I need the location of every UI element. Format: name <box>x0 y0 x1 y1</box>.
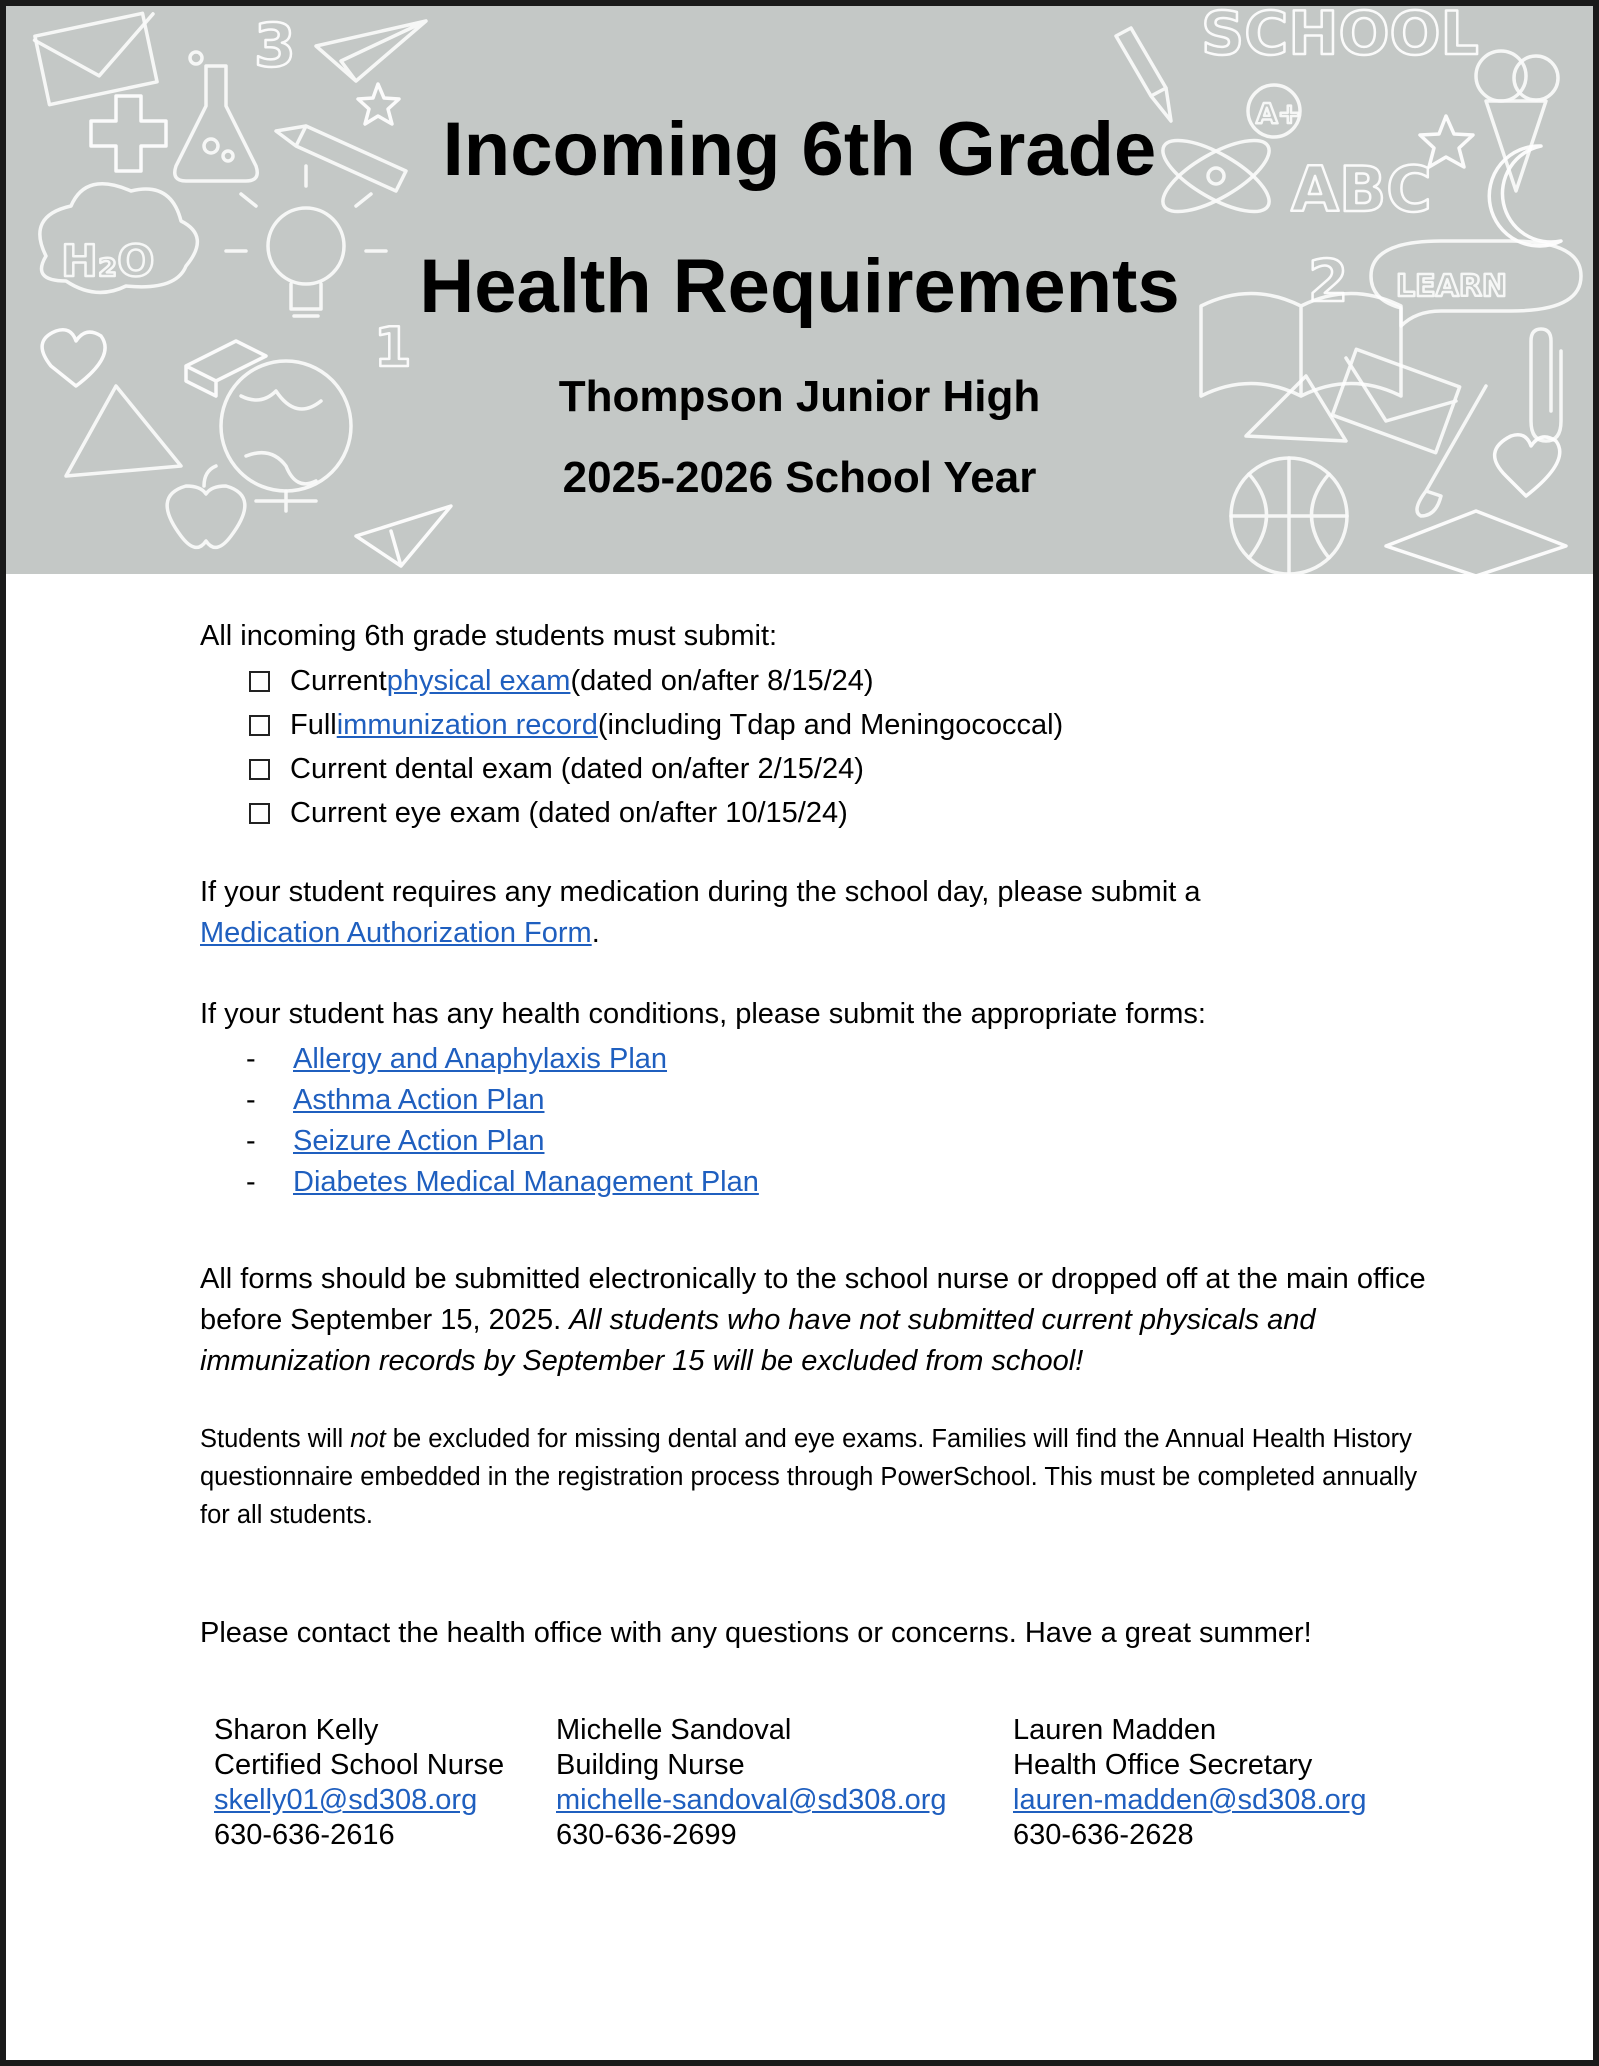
submission-paragraph: All forms should be submitted electronically to the school nurse or dropped off at the main office before September 15, 2025. All students who have not submitted current physicals and immunization records by September 15 will be excluded from school! <box>200 1263 1426 1377</box>
contact-role: Certified School Nurse <box>214 1749 505 1781</box>
exam-note: Students will not be excluded for missing dental and eye exams. Families will find the Annual Health History questionnaire embedded in the registration process through PowerSchool. This must be completed annually for all students. <box>200 1425 1418 1529</box>
doodle-three: 3 <box>254 11 296 81</box>
list-item: - Seizure Action Plan <box>246 1125 545 1157</box>
contact-name: Lauren Madden <box>1013 1714 1217 1746</box>
doodle-one: 1 <box>374 316 412 379</box>
asthma-plan-link[interactable]: Asthma Action Plan <box>293 1084 545 1116</box>
contact-name: Michelle Sandoval <box>556 1714 792 1746</box>
conditions-intro: If your student has any health conditions, please submit the appropriate forms: <box>200 998 1206 1030</box>
checkbox[interactable] <box>249 803 270 824</box>
contact-name: Sharon Kelly <box>214 1714 379 1746</box>
checklist-item: Current physical exam (dated on/after 8/15/24) <box>249 659 1063 703</box>
closing-line: Please contact the health office with any questions or concerns. Have a great summer! <box>200 1617 1312 1649</box>
paper-plane-2-icon <box>356 506 451 566</box>
contact-email-link[interactable]: michelle-sandoval@sd308.org <box>556 1784 947 1816</box>
contact-card-kelly <box>214 1713 504 1853</box>
contact-phone: 630-636-2699 <box>556 1819 737 1851</box>
grad-cap-icon <box>1386 511 1566 574</box>
doodle-abc: ABC <box>1291 153 1432 226</box>
exclusion-warning: All students who have not submitted current physicals and immunization records by September 15 will be excluded from school! <box>200 1304 1316 1377</box>
allergy-plan-link[interactable]: Allergy and Anaphylaxis Plan <box>293 1043 668 1075</box>
contact-card-madden <box>1013 1713 1367 1853</box>
paper-plane-icon <box>316 21 426 81</box>
svg-text:A+: A+ <box>1256 97 1302 130</box>
contact-email-link[interactable]: lauren-madden@sd308.org <box>1013 1784 1367 1816</box>
medication-paragraph: If your student requires any medication during the school day, please submit a Medication Authorization Form. <box>200 876 1201 949</box>
document-page <box>6 6 1593 2060</box>
title-line-1: Incoming 6th Grade <box>442 107 1157 192</box>
checklist-item: Full immunization record (including Tdap and Meningococcal) <box>249 703 1063 747</box>
contact-role: Building Nurse <box>556 1749 745 1781</box>
contact-role: Health Office Secretary <box>1013 1749 1313 1781</box>
school-year: 2025-2026 School Year <box>562 453 1037 502</box>
contact-phone: 630-636-2616 <box>214 1819 395 1851</box>
checkbox[interactable] <box>249 759 270 780</box>
header-banner <box>6 6 1593 574</box>
checkbox[interactable] <box>249 671 270 692</box>
immunization-record-link[interactable]: immunization record <box>336 709 598 741</box>
doodle-two: 2 <box>1308 247 1349 315</box>
requirements-checklist <box>249 659 1063 835</box>
title-line-2: Health Requirements <box>419 244 1180 329</box>
checklist-item: Current eye exam (dated on/after 10/15/24) <box>249 791 1063 835</box>
diabetes-plan-link[interactable]: Diabetes Medical Management Plan <box>293 1166 759 1198</box>
contact-card-sandoval <box>556 1713 947 1853</box>
envelope-icon <box>33 13 157 104</box>
list-item: - Diabetes Medical Management Plan <box>246 1166 759 1198</box>
medication-authorization-link[interactable]: Medication Authorization Form <box>200 917 592 949</box>
contact-phone: 630-636-2628 <box>1013 1819 1194 1851</box>
physical-exam-link[interactable]: physical exam <box>386 665 571 697</box>
conditions-forms-list <box>246 1039 759 1203</box>
requirements-intro: All incoming 6th grade students must submit: <box>200 620 778 652</box>
svg-text:H₂O: H₂O <box>61 236 155 287</box>
list-item: - Asthma Action Plan <box>246 1084 545 1116</box>
school-name: Thompson Junior High <box>558 372 1041 421</box>
checkbox[interactable] <box>249 715 270 736</box>
checklist-item: Current dental exam (dated on/after 2/15/24) <box>249 747 1063 791</box>
contact-email-link[interactable]: skelly01@sd308.org <box>214 1784 478 1816</box>
list-item: - Allergy and Anaphylaxis Plan <box>246 1043 668 1075</box>
svg-text:LEARN: LEARN <box>1396 269 1508 304</box>
seizure-plan-link[interactable]: Seizure Action Plan <box>293 1125 545 1157</box>
doodle-school: SCHOOL <box>1201 6 1479 69</box>
